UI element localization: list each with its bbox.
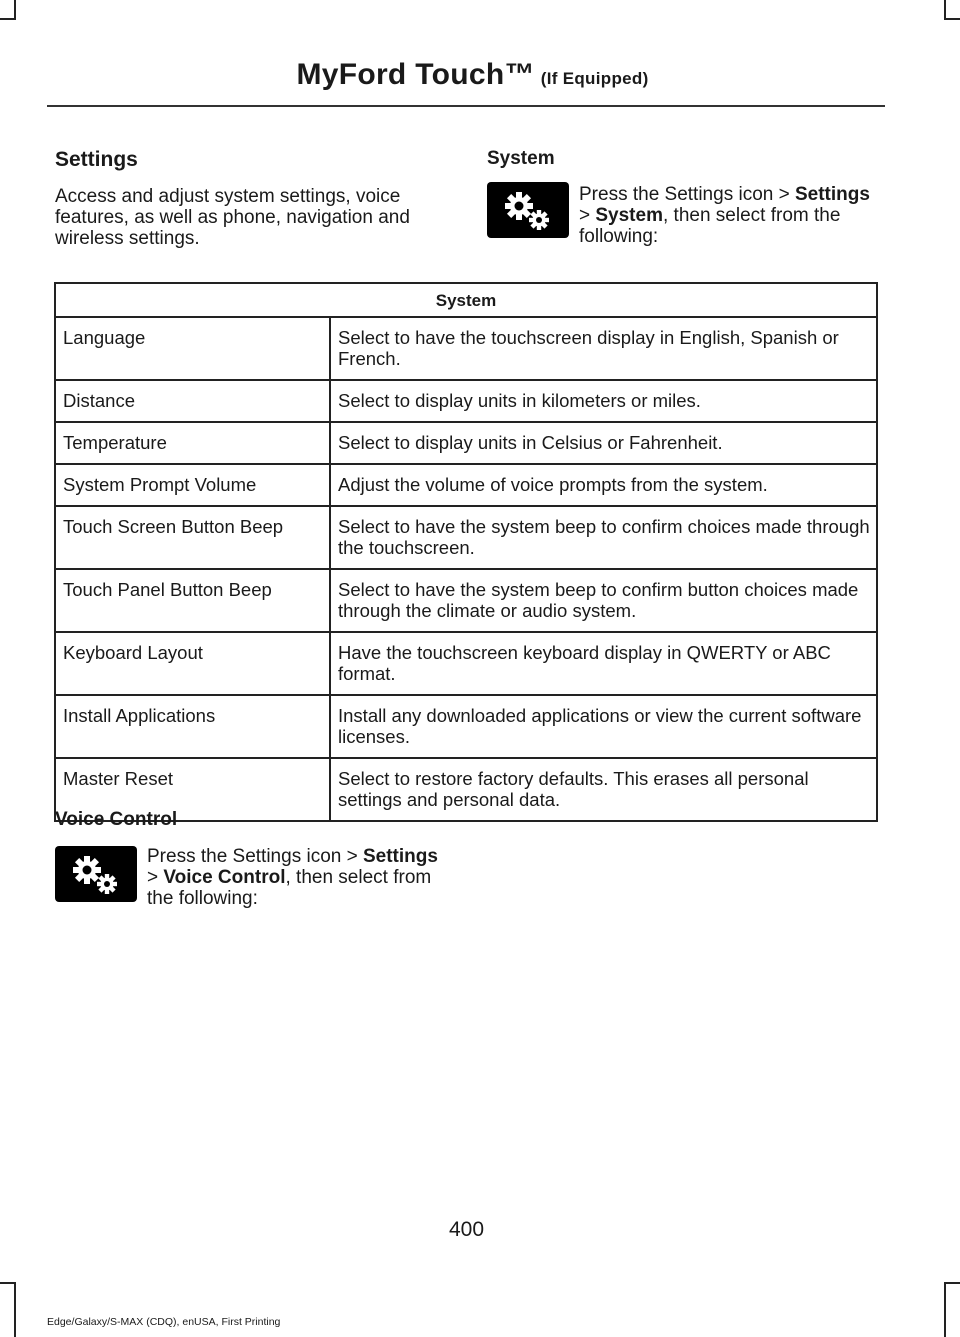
voice-instr-voice-control: Voice Control [163,867,286,888]
crop-mark [14,0,16,18]
setting-description: Have the touchscreen keyboard display in QWERTY or ABC format. [330,632,877,695]
setting-description: Select to have the system beep to confirm choices made through the touchscreen. [330,506,877,569]
header-qualifier: (If Equipped) [540,69,649,88]
system-instr-sep: > [579,205,596,226]
setting-description: Adjust the volume of voice prompts from the system. [330,464,877,506]
setting-description: Select to have the system beep to confirm button choices made through the climate or audio system. [330,569,877,632]
setting-description: Select to restore factory defaults. This erases all personal settings and personal data. [330,758,877,821]
header-divider [47,105,885,107]
system-instr-prefix: Press the Settings icon > [579,184,790,205]
setting-name: Language [55,317,330,380]
voice-control-heading: Voice Control [55,809,178,830]
voice-instr-suffix: , then select from the following: [147,867,432,909]
header-title-text: MyFord Touch™ [296,58,535,91]
crop-mark [944,1282,946,1337]
table-row [55,569,877,632]
setting-name: Temperature [55,422,330,464]
table-row [55,632,877,695]
setting-description: Select to have the touchscreen display in English, Spanish or French. [330,317,877,380]
settings-gears-icon [487,182,569,238]
system-settings-table [54,282,878,822]
setting-description: Install any downloaded applications or view the current software licenses. [330,695,877,758]
crop-mark [944,18,960,20]
page-header-title [0,58,945,92]
setting-description: Select to display units in kilometers or miles. [330,380,877,422]
table-row [55,422,877,464]
setting-name: System Prompt Volume [55,464,330,506]
settings-heading: Settings [55,148,138,171]
system-heading: System [487,148,555,169]
setting-name: Master Reset [55,758,330,821]
crop-mark [944,0,946,18]
voice-instr-prefix: Press the Settings icon > [147,846,358,867]
system-instr-settings: Settings [794,184,870,205]
setting-name: Install Applications [55,695,330,758]
system-instructions [579,184,884,247]
setting-name: Touch Screen Button Beep [55,506,330,569]
table-row [55,758,877,821]
crop-mark [944,1282,960,1284]
system-instr-suffix: , then select from the following: [579,205,841,247]
footer-edition: Edge/Galaxy/S-MAX (CDQ), enUSA, First Printing [47,1316,281,1328]
settings-gears-icon [55,846,137,902]
setting-name: Touch Panel Button Beep [55,569,330,632]
voice-control-instructions [147,846,452,909]
crop-mark [14,1282,16,1337]
settings-body: Access and adjust system settings, voice features, as well as phone, navigation and wireless settings. [55,186,410,249]
voice-instr-settings: Settings [362,846,438,867]
table-row [55,317,877,380]
table-row [55,695,877,758]
setting-description: Select to display units in Celsius or Fahrenheit. [330,422,877,464]
voice-instr-sep: > [147,867,164,888]
table-row [55,506,877,569]
page-number: 400 [448,1218,485,1241]
table-header: System [55,283,877,317]
crop-mark [0,18,16,20]
setting-name: Keyboard Layout [55,632,330,695]
table-row [55,464,877,506]
crop-mark [0,1282,16,1284]
setting-name: Distance [55,380,330,422]
system-instr-system: System [595,205,663,226]
table-row [55,380,877,422]
